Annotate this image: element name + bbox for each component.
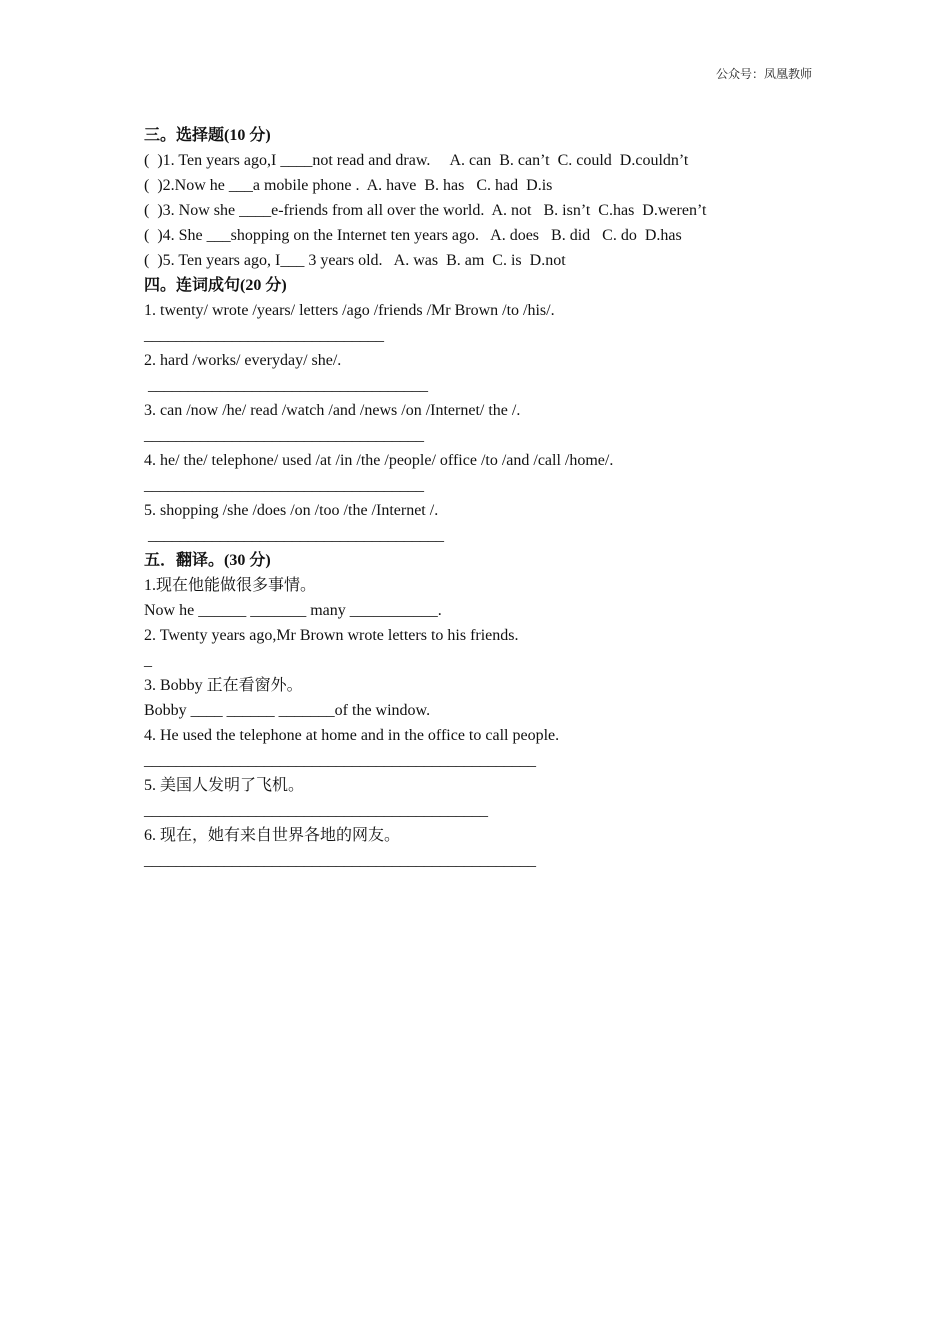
sentence-answer-line-2: ___________________________________ xyxy=(148,377,428,394)
translation-prompt-6: 6. 现在，她有来自世界各地的网友。 xyxy=(144,827,401,844)
choice-question-2: ( )2.Now he ___a mobile phone . A. have B. has C. had D.is xyxy=(144,177,553,194)
translation-answer-5: ___________________________________________ xyxy=(144,802,488,819)
sentence-prompt-5: 5. shopping /she /does /on /too /the /Internet /. xyxy=(144,502,439,519)
translation-answer-4: _________________________________________________ xyxy=(144,752,536,769)
section-4-title: 四。连词成句(20 分) xyxy=(144,277,287,294)
sentence-answer-line-5: _____________________________________ xyxy=(148,527,444,544)
sentence-prompt-3: 3. can /now /he/ read /watch /and /news /on /Internet/ the /. xyxy=(144,402,521,419)
worksheet-content xyxy=(144,123,844,873)
translation-prompt-2: 2. Twenty years ago,Mr Brown wrote letters to his friends. xyxy=(144,627,519,644)
translation-answer-6: _________________________________________________ xyxy=(144,852,536,869)
translation-prompt-5: 5. 美国人发明了飞机。 xyxy=(144,777,305,794)
translation-prompt-3: 3. Bobby 正在看窗外。 xyxy=(144,677,303,694)
sentence-prompt-4: 4. he/ the/ telephone/ used /at /in /the /people/ office /to /and /call /home/. xyxy=(144,452,614,469)
header-watermark: 公众号：凤凰教师 xyxy=(715,67,812,81)
section-5-title: 五．翻译。(30 分) xyxy=(144,552,271,569)
sentence-answer-line-4: ___________________________________ xyxy=(144,477,424,494)
choice-question-5: ( )5. Ten years ago, I___ 3 years old. A. was B. am C. is D.not xyxy=(144,252,566,269)
translation-answer-3: Bobby ____ ______ _______of the window. xyxy=(144,702,431,719)
translation-prompt-1: 1.现在他能做很多事情。 xyxy=(144,577,317,594)
sentence-answer-line-1: ______________________________ xyxy=(144,327,384,344)
translation-prompt-4: 4. He used the telephone at home and in the office to call people. xyxy=(144,727,560,744)
translation-answer-1: Now he ______ _______ many ___________. xyxy=(144,602,442,619)
choice-question-3: ( )3. Now she ____e-friends from all over the world. A. not B. isn’t C.has D.weren’t xyxy=(144,202,707,219)
section-3-title: 三。选择题(10 分) xyxy=(144,127,271,144)
sentence-answer-line-3: ___________________________________ xyxy=(144,427,424,444)
sentence-prompt-1: 1. twenty/ wrote /years/ letters /ago /friends /Mr Brown /to /his/. xyxy=(144,302,555,319)
choice-question-1: ( )1. Ten years ago,I ____not read and draw. A. can B. can’t C. could D.couldn’t xyxy=(144,152,689,169)
translation-answer-2: _ xyxy=(144,652,152,669)
sentence-prompt-2: 2. hard /works/ everyday/ she/. xyxy=(144,352,342,369)
choice-question-4: ( )4. She ___shopping on the Internet ten years ago. A. does B. did C. do D.has xyxy=(144,227,682,244)
